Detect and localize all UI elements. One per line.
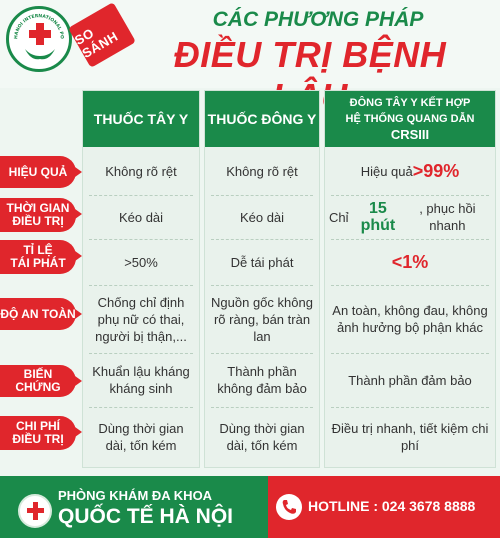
cell: Thành phần không đảm bảo [217,364,307,396]
cell: Dùng thời gian dài, tốn kém [219,421,305,453]
cell: Chống chỉ định phụ nữ có thai, người bị thận,... [95,294,187,344]
cell: Dùng thời gian dài, tốn kém [98,421,184,453]
row-label-cost: CHI PHÍ ĐIỀU TRỊ [0,416,76,450]
column-western-medicine [82,90,200,468]
cell: >50% [124,254,158,270]
medical-cross-icon [29,23,51,45]
cell: Hiệu quả >99% [360,160,460,181]
title-line-1: CÁC PHƯƠNG PHÁP [212,8,424,31]
row-label-effectiveness: HIỆU QUẢ [0,156,76,188]
hotline[interactable]: HOTLINE : 024 3678 8888 [308,498,476,514]
cell: <1% [391,251,429,272]
row-label-duration: THỜI GIAN ĐIỀU TRỊ [0,198,76,232]
svg-text:HANOI INTERNATIONAL POLYCLINIC: HANOI INTERNATIONAL PO [14,14,64,40]
clinic-name-line-1: PHÒNG KHÁM ĐA KHOA [58,488,213,503]
column-eastern-medicine [204,90,320,468]
row-label-relapse-rate: TỈ LỆ TÁI PHÁT [0,240,76,274]
column-header-line-1: ĐÔNG TÂY Y KẾT HỢP [349,96,471,109]
row-label-safety: ĐỘ AN TOÀN [0,298,76,330]
column-header-line-2: HỆ THỐNG QUANG DẪN CRSIII [345,112,475,142]
cell: Không rõ rệt [226,163,298,179]
cell: Kéo dài [239,209,285,225]
phone-icon [276,494,302,520]
cell: Kéo dài [118,209,164,225]
cell: Dễ tái phát [230,254,294,270]
compare-badge: SO SÁNH [68,2,136,68]
clinic-logo [6,6,72,72]
column-header: THUỐC ĐÔNG Y [205,91,319,147]
title-line-2: ĐIỀU TRỊ BỆNH [173,34,447,75]
clinic-name-line-2: QUỐC TẾ HÀ NỘI [58,505,234,528]
column-combined-crsiii [324,90,496,468]
cell: Không rõ rệt [105,163,177,179]
column-header [325,91,495,147]
header [0,0,500,88]
cell: Chỉ 15 phút , phục hồi nhanh [329,200,476,234]
cell: Khuẩn lậu kháng kháng sinh [92,364,190,396]
cell: An toàn, không đau, không ảnh hưởng bộ phận khác [332,303,488,335]
leaf-icon [23,47,57,61]
row-label-complications: BIẾN CHỨNG [0,365,76,397]
cell: Thành phần đảm bảo [348,372,472,388]
column-header: THUỐC TÂY Y [83,91,199,147]
cell: Nguồn gốc không rõ ràng, bán tràn lan [211,294,313,344]
cell: Điều trị nhanh, tiết kiệm chi phí [331,421,489,453]
medical-cross-icon [18,494,52,528]
